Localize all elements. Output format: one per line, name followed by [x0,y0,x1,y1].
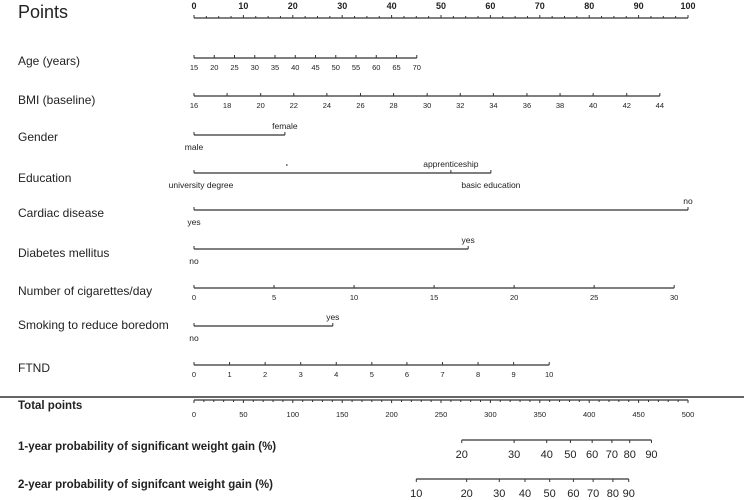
education-label: Education [18,171,72,185]
total-points-tick-label: 200 [385,410,398,419]
probability-tick-label: 60 [586,449,599,461]
age-years-tick-label: 15 [189,63,199,72]
education-category-label: university degree [168,180,234,190]
cardiac-disease-category-label: yes [187,217,201,227]
points-axis-title: Points [18,2,69,22]
ftnd-tick-label: 5 [369,370,374,379]
ftnd-tick-label: 4 [334,370,339,379]
probability-tick-label: 90 [645,449,658,461]
total-points-tick-label: 350 [533,410,547,419]
probability-tick-label: 20 [460,488,473,500]
bmi-baseline-tick-label: 44 [655,101,665,110]
ftnd-tick-label: 6 [404,370,409,379]
number-of-cigarettes-day-tick-label: 0 [191,293,197,302]
bmi-baseline-tick-label: 30 [422,101,432,110]
probability-tick-label: 70 [605,449,619,461]
prob-1yr-label: 1-year probability of significant weight gain (%) [18,441,277,453]
age-years-tick-label: 40 [291,63,300,72]
bmi-baseline-tick-label: 40 [588,101,598,110]
bmi-baseline-tick-label: 32 [456,101,465,110]
points-axis-tick-label: 30 [337,1,348,11]
bmi-baseline-tick-label: 38 [555,101,565,110]
age-years-tick-label: 55 [351,63,361,72]
smoking-to-reduce-boredom-category-label: no [189,333,199,343]
ftnd-tick-label: 1 [227,370,232,379]
probability-tick-label: 50 [564,449,577,461]
probability-tick-label: 30 [507,449,521,461]
ftnd-tick-label: 7 [440,370,445,379]
number-of-cigarettes-day-tick-label: 15 [429,293,439,302]
probability-tick-label: 80 [606,488,620,500]
diabetes-label: Diabetes mellitus [18,246,110,260]
bmi-baseline-tick-label: 18 [222,101,232,110]
age-label: Age (years) [18,54,81,68]
age-years-tick-label: 65 [392,63,401,72]
gender-category-label: female [272,121,298,131]
boredom-label: Smoking to reduce boredom [18,318,169,332]
smoking-to-reduce-boredom-category-label: yes [326,312,340,322]
probability-tick-label: 70 [587,488,600,500]
bmi-baseline-tick-label: 42 [622,101,631,110]
number-of-cigarettes-day-tick-label: 5 [271,293,277,302]
total-points-tick-label: 100 [286,410,300,419]
points-axis-tick-label: 70 [534,1,545,11]
ftnd-tick-label: 8 [475,370,481,379]
age-years-tick-label: 70 [412,63,421,72]
points-axis-tick-label: 80 [584,1,595,11]
age-years-tick-label: 30 [250,63,259,72]
probability-tick-label: 90 [622,488,635,500]
total-points-tick-label: 50 [239,410,248,419]
number-of-cigarettes-day-tick-label: 10 [349,293,359,302]
age-years-tick-label: 45 [311,63,320,72]
points-axis-tick-label: 50 [435,1,447,11]
diabetes-mellitus-category-label: no [189,256,199,266]
probability-tick-label: 30 [493,488,506,500]
total-points-tick-label: 150 [335,410,349,419]
total-points-tick-label: 0 [191,410,197,419]
education-category-label: apprenticeship [423,159,479,169]
ftnd-tick-label: 10 [545,370,554,379]
ftnd-tick-label: 3 [298,370,303,379]
number-of-cigarettes-day-tick-label: 25 [589,293,599,302]
age-years-tick-label: 35 [270,63,280,72]
probability-tick-label: 80 [623,449,636,461]
probability-tick-label: 60 [567,488,580,500]
bmi-baseline-tick-label: 26 [356,101,365,110]
cardiac-disease-category-label: no [683,196,693,206]
ftnd-tick-label: 2 [263,370,268,379]
bmi-baseline-tick-label: 28 [389,101,398,110]
diabetes-mellitus-category-label: yes [461,235,475,245]
bmi-label: BMI (baseline) [18,93,96,107]
prob-2yr-label: 2-year probability of signifcant weight gain (%) [18,479,273,491]
age-years-tick-label: 25 [230,63,239,72]
cigarettes-label: Number of cigarettes/day [18,284,153,298]
probability-tick-label: 50 [543,488,556,500]
bmi-baseline-tick-label: 20 [256,101,265,110]
total-points-tick-label: 500 [681,410,695,419]
total-points-tick-label: 300 [484,410,497,419]
points-axis-tick-label: 90 [633,1,644,11]
ftnd-tick-label: 0 [191,370,197,379]
points-axis-tick-label: 10 [238,1,249,11]
total-points-label: Total points [18,400,83,412]
probability-tick-label: 40 [518,488,532,500]
number-of-cigarettes-day-tick-label: 20 [509,293,519,302]
bmi-baseline-tick-label: 36 [522,101,532,110]
probability-tick-label: 20 [455,449,468,461]
gender-label: Gender [18,130,59,144]
points-axis-tick-label: 60 [485,1,496,11]
bmi-baseline-tick-label: 16 [189,101,199,110]
ftnd-label: FTND [18,361,50,375]
age-years-tick-label: 50 [331,63,340,72]
number-of-cigarettes-day-tick-label: 30 [669,293,679,302]
probability-tick-label: 40 [540,449,553,461]
bmi-baseline-tick-label: 22 [289,101,298,110]
gender-category-label: male [184,142,204,152]
total-points-tick-label: 400 [582,410,596,419]
cardiac-disease-label: Cardiac disease [18,206,105,220]
bmi-baseline-tick-label: 24 [322,101,332,110]
total-points-tick-label: 450 [632,410,645,419]
ftnd-tick-label: 9 [511,370,516,379]
points-axis-tick-label: 20 [287,1,298,11]
education-category-label: basic education [461,180,521,190]
age-years-tick-label: 20 [210,63,219,72]
points-axis-tick-label: 0 [191,1,197,11]
bmi-baseline-tick-label: 34 [489,101,498,110]
age-years-tick-label: 60 [372,63,381,72]
probability-tick-label: 10 [410,488,423,500]
total-points-tick-label: 250 [434,410,448,419]
points-axis-tick-label: 40 [386,1,397,11]
points-axis-tick-label: 100 [680,1,696,11]
